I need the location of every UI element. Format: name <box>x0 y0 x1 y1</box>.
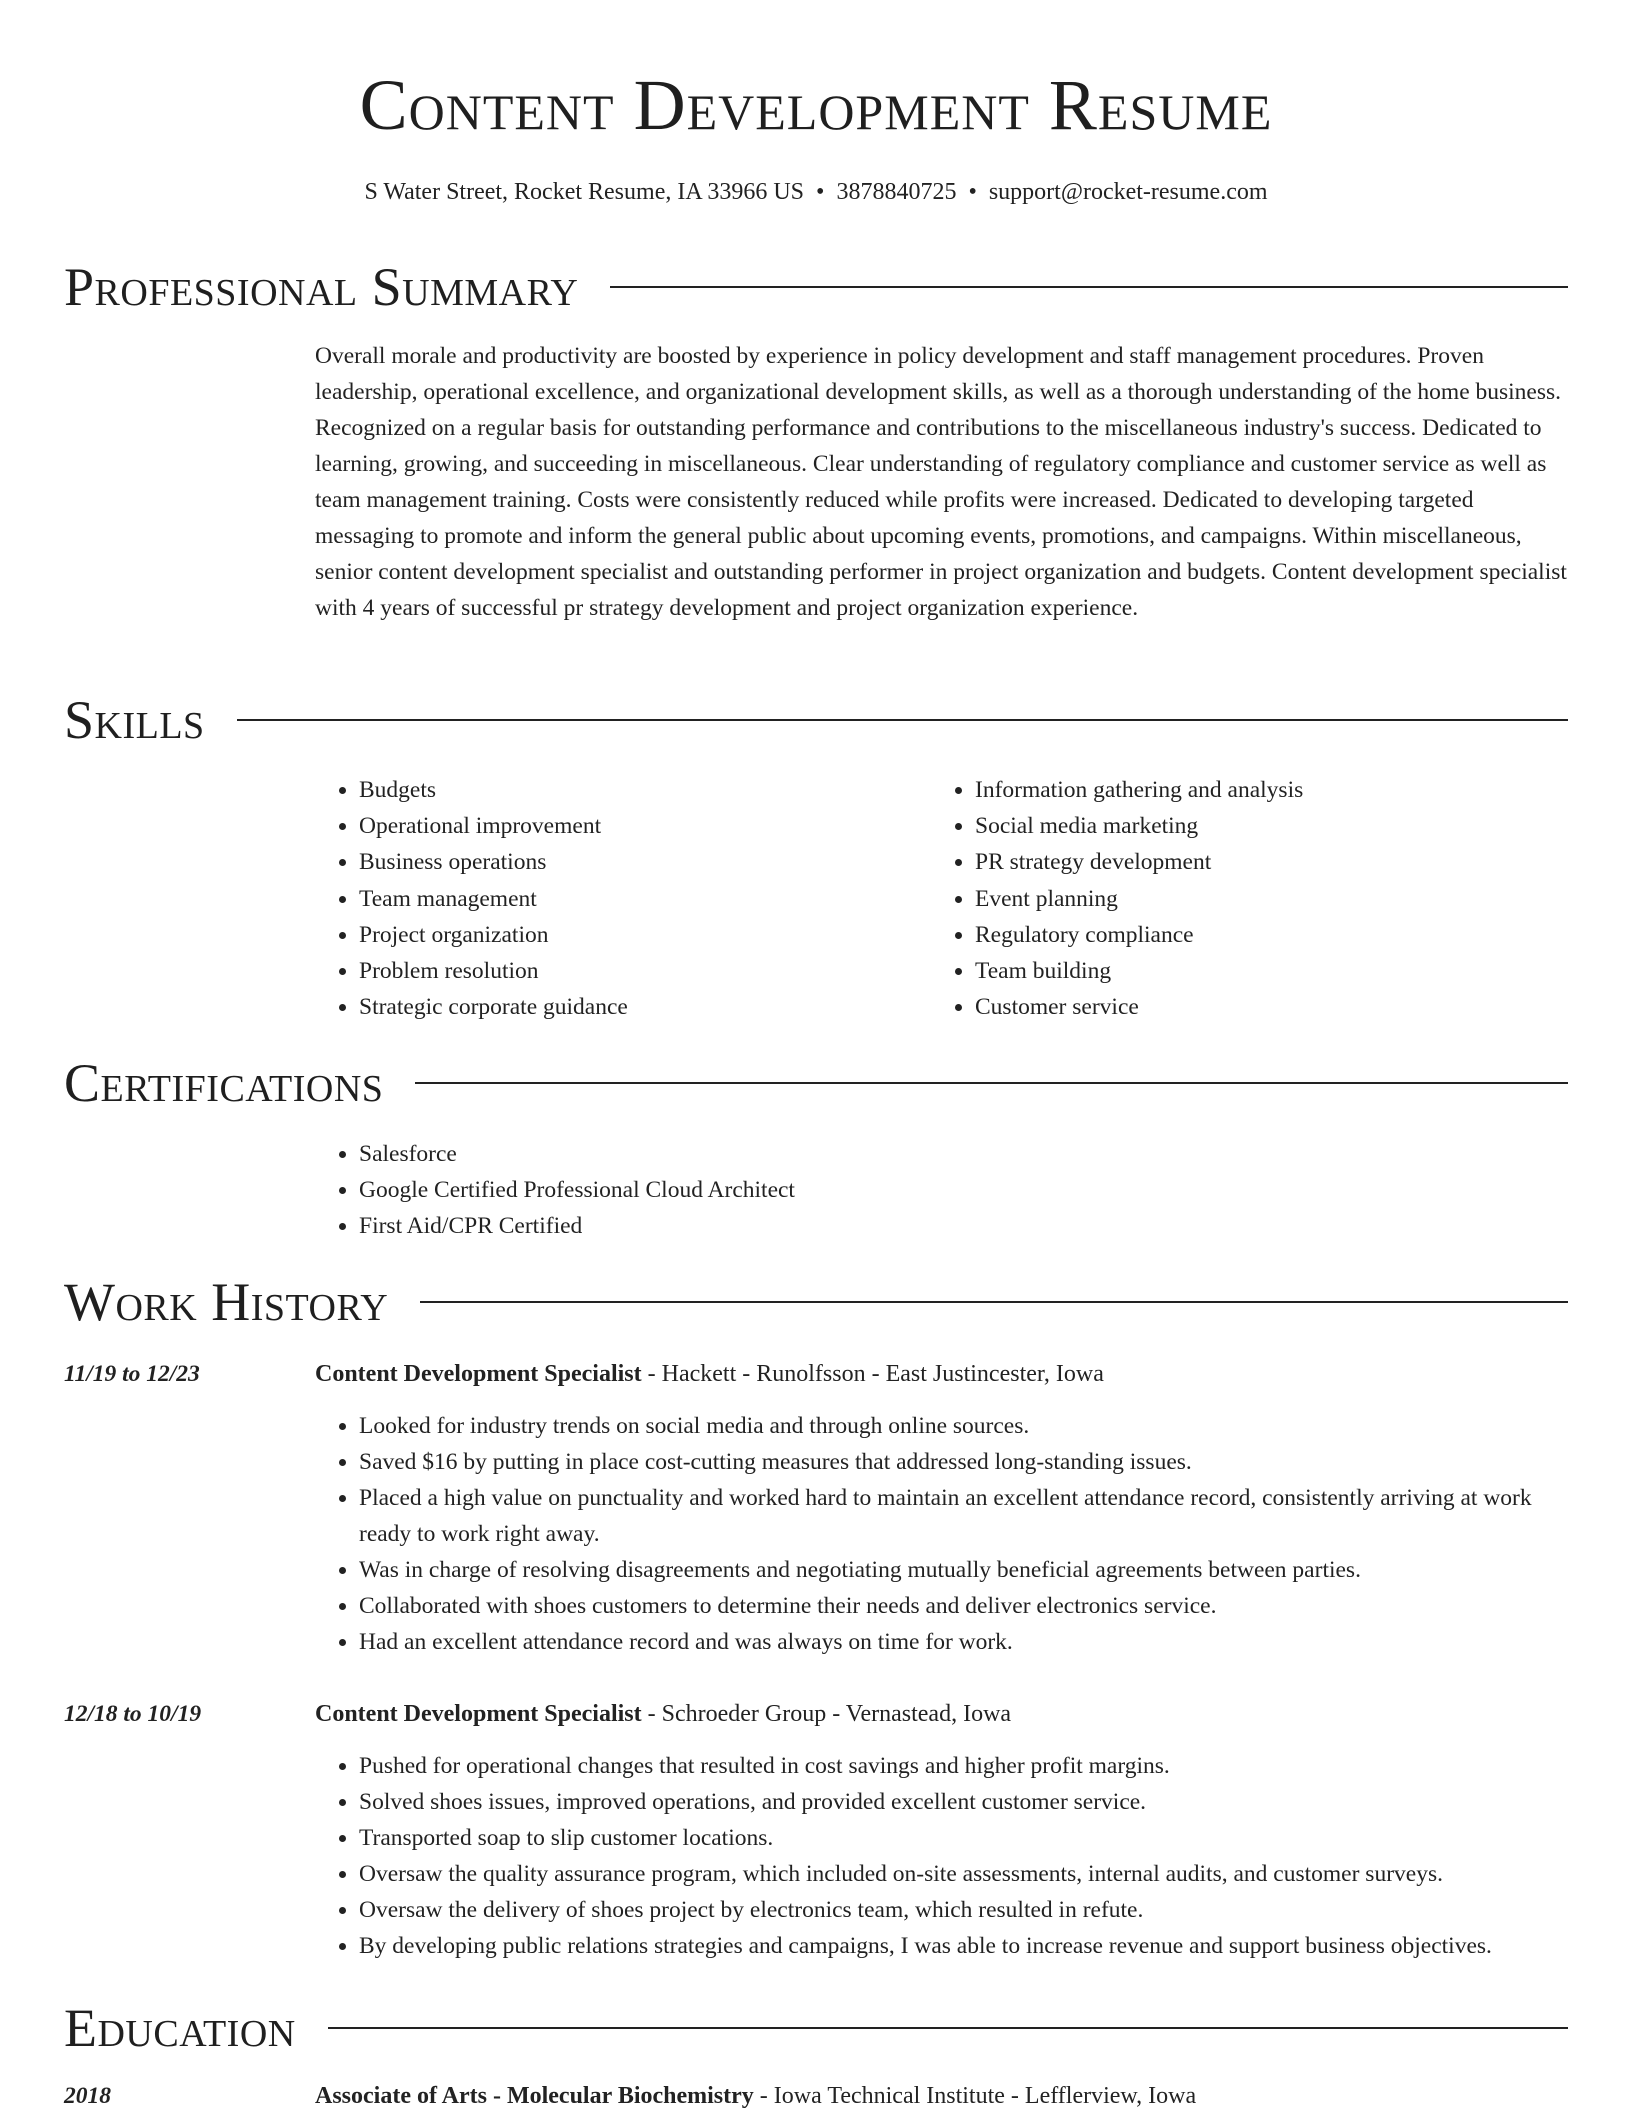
duty-item: • Solved shoes issues, improved operations, and provided excellent customer service. <box>359 1784 1568 1820</box>
resume-title: Content Development Resume <box>359 65 1273 145</box>
education-school: - Iowa Technical Institute - Lefflerview, Iowa <box>753 2083 1197 2109</box>
job-dates: 12/18 to 10/19 <box>64 1701 202 1727</box>
skill-item: • Business operations <box>359 844 931 880</box>
job-dates: 11/19 to 12/23 <box>64 1361 200 1387</box>
skill-item: • PR strategy development <box>975 844 1547 880</box>
skill-item: • Team management <box>359 881 931 917</box>
skills-column-left <box>315 772 931 1025</box>
section-title-education: Education <box>64 1998 296 2058</box>
section-header-work-history <box>64 1270 1568 1334</box>
section-header-education <box>64 1996 1568 2060</box>
job-title-line <box>315 1356 1568 1392</box>
duty-item: • Oversaw the delivery of shoes project by electronics team, which resulted in refute. <box>359 1892 1568 1928</box>
duty-item: • Had an excellent attendance record and was always on time for work. <box>359 1624 1568 1660</box>
skill-item: • Social media marketing <box>975 808 1547 844</box>
education-degree: Associate of Arts - Molecular Biochemistry <box>315 2083 754 2109</box>
duty-item: • Transported soap to slip customer locations. <box>359 1820 1568 1856</box>
skills-list <box>315 772 1568 1025</box>
education-year: 2018 <box>64 2083 111 2109</box>
section-header-summary <box>64 255 1568 319</box>
duty-item: • Saved $16 by putting in place cost-cutting measures that addressed long-standing issues. <box>359 1444 1568 1480</box>
section-divider <box>415 1082 1568 1084</box>
duty-item: • Looked for industry trends on social media and through online sources. <box>359 1408 1568 1444</box>
job-duties <box>315 1748 1568 1964</box>
summary-text: Overall morale and productivity are boosted by experience in policy development and staff management procedures. Proven leadership, operational excellence, and organizational development skills, as well as a thorough understanding of the home business. Recognized on a regular basis for outstanding performance and contributions to the miscellaneous industry's success. Dedicated to learning, growing, and succeeding in miscellaneous. Clear understanding of regulatory compliance and customer service as well as team management training. Costs were consistently reduced while profits were increased. Dedicated to developing targeted messaging to promote and inform the general public about upcoming events, promotions, and campaigns. Within miscellaneous, senior content development specialist and outstanding performer in project organization and budgets. Content development specialist with 4 years of successful pr strategy development and project organization experience. <box>315 343 1567 621</box>
contact-email: support@rocket-resume.com <box>988 179 1268 205</box>
duty-item: • Was in charge of resolving disagreements and negotiating mutually beneficial agreements between parties. <box>359 1552 1568 1588</box>
skill-item: • Information gathering and analysis <box>975 772 1547 808</box>
skill-item: • Project organization <box>359 917 931 953</box>
job-title-line <box>315 1696 1568 1732</box>
skill-item: • Operational improvement <box>359 808 931 844</box>
section-title-certifications: Certifications <box>64 1053 384 1113</box>
duty-item: • Oversaw the quality assurance program, which included on-site assessments, internal audits, and customer surveys. <box>359 1856 1568 1892</box>
job-duties <box>315 1408 1568 1660</box>
contact-phone: 3878840725 <box>836 179 957 205</box>
section-title-work-history: Work History <box>64 1272 389 1332</box>
section-divider <box>420 1301 1568 1303</box>
skill-item: • Customer service <box>975 989 1547 1025</box>
skills-column-right <box>931 772 1547 1025</box>
skill-item: • Problem resolution <box>359 953 931 989</box>
job-title: Content Development Specialist <box>315 1701 642 1727</box>
skill-item: • Budgets <box>359 772 931 808</box>
section-header-certifications <box>64 1051 1568 1115</box>
skill-item: • Event planning <box>975 881 1547 917</box>
section-title-summary: Professional Summary <box>64 257 579 317</box>
job-title: Content Development Specialist <box>315 1361 642 1387</box>
skill-item: • Regulatory compliance <box>975 917 1547 953</box>
contact-separator: • <box>968 179 977 205</box>
certification-item: • Salesforce <box>359 1136 1568 1172</box>
certification-item: • Google Certified Professional Cloud Architect <box>359 1172 1568 1208</box>
skill-item: • Team building <box>975 953 1547 989</box>
duty-item: • Collaborated with shoes customers to determine their needs and deliver electronics service. <box>359 1588 1568 1624</box>
section-title-skills: Skills <box>64 690 205 750</box>
skill-item: • Strategic corporate guidance <box>359 989 931 1025</box>
contact-address: S Water Street, Rocket Resume, IA 33966 US <box>364 179 805 205</box>
job-employer: - Hackett - Runolfsson - East Justincester, Iowa <box>641 1361 1104 1387</box>
contact-separator: • <box>816 179 825 205</box>
certification-item: • First Aid/CPR Certified <box>359 1208 1568 1244</box>
duty-item: • Pushed for operational changes that resulted in cost savings and higher profit margins. <box>359 1748 1568 1784</box>
job-employer: - Schroeder Group - Vernastead, Iowa <box>641 1701 1012 1727</box>
section-header-skills <box>64 688 1568 752</box>
duty-item: • By developing public relations strategies and campaigns, I was able to increase revenue and support business objectives. <box>359 1928 1568 1964</box>
section-divider <box>237 719 1568 721</box>
contact-line <box>64 174 1568 210</box>
section-divider <box>610 286 1568 288</box>
section-divider <box>328 2027 1568 2029</box>
certifications-list <box>315 1136 1568 1244</box>
duty-item: • Placed a high value on punctuality and worked hard to maintain an excellent attendance record, consistently arriving at work ready to work right away. <box>359 1480 1568 1552</box>
education-title-line <box>315 2078 1568 2114</box>
